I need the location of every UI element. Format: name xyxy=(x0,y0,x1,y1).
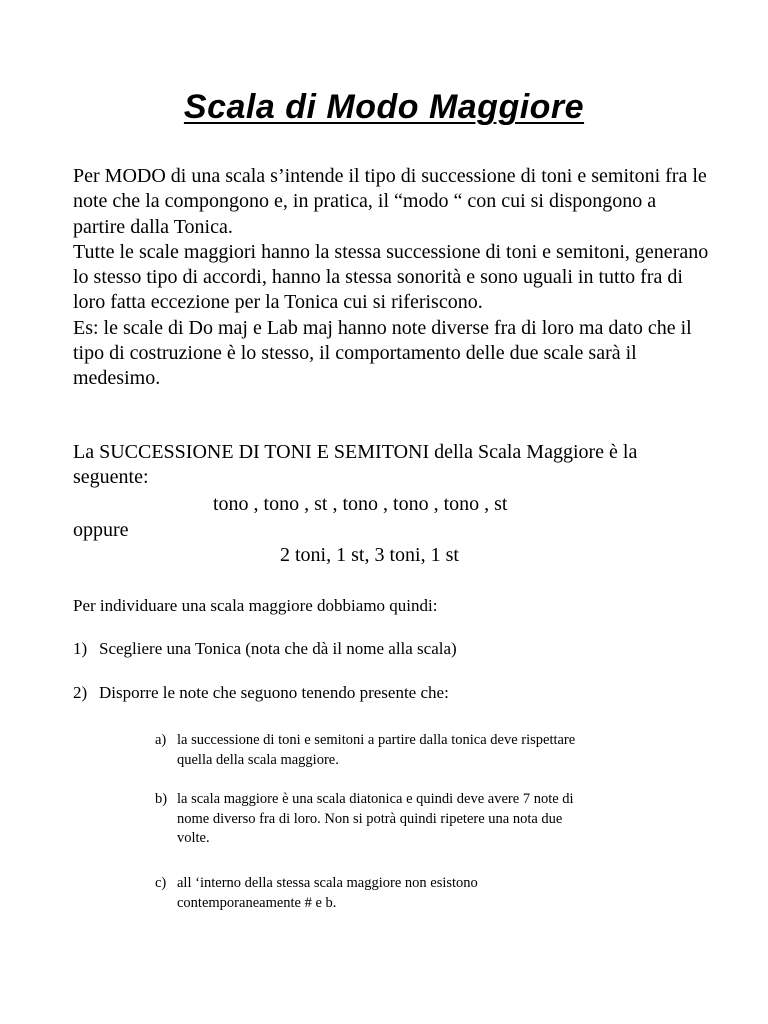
intro-paragraph-1: Per MODO di una scala s’intende il tipo di successione di toni e semitoni fra le note che la compongono e, in pratica, il “modo “ con cui si dispongono a partire dalla Tonica. xyxy=(73,165,707,238)
sub-item-text: la successione di toni e semitoni a partire dalla tonica deve rispettare quella della scala maggiore. xyxy=(177,732,576,768)
succession-pattern-verbose: tono , tono , st , tono , tono , tono , st xyxy=(213,493,508,515)
step-text: Disporre le note che seguono tenendo presente che: xyxy=(99,683,449,702)
succession-section xyxy=(73,440,713,491)
page-title: Scala di Modo Maggiore xyxy=(183,88,585,126)
intro-paragraph-2: Tutte le scale maggiori hanno la stessa successione di toni e semitoni, generano lo stesso tipo di accordi, hanno la stessa sonorità e sono uguali in tutto fra di loro fatta eccezione per la Tonica cui si riferiscono. xyxy=(73,240,709,314)
sub-item-text: la scala maggiore è una scala diatonica e quindi deve avere 7 note di nome diverso fra di loro. Non si potrà quindi ripetere una nota due volte. xyxy=(177,791,574,846)
intro-paragraph-3: Es: le scale di Do maj e Lab maj hanno note diverse fra di loro ma dato che il tipo di costruzione è lo stesso, il comportamento delle due scale sarà il medesimo. xyxy=(73,316,692,390)
step-text: Scegliere una Tonica (nota che dà il nome alla scala) xyxy=(99,639,457,658)
oppure-label: oppure xyxy=(73,519,129,541)
intro-section xyxy=(73,164,713,392)
sub-item-label: b) xyxy=(155,791,168,807)
sub-item-text: all ‘interno della stessa scala maggiore non esistono contemporaneamente # e b. xyxy=(177,875,478,911)
succession-heading: La SUCCESSIONE DI TONI E SEMITONI della Scala Maggiore è la seguente: xyxy=(73,441,638,489)
step-number: 1) xyxy=(73,639,88,658)
sub-item-label: a) xyxy=(155,732,167,748)
sub-item-c xyxy=(155,874,595,913)
sub-item-label: c) xyxy=(155,875,167,891)
step-item-1 xyxy=(73,638,457,660)
succession-pattern-compact: 2 toni, 1 st, 3 toni, 1 st xyxy=(280,544,459,566)
steps-intro: Per individuare una scala maggiore dobbiamo quindi: xyxy=(73,596,438,615)
step-item-2 xyxy=(73,682,449,704)
sub-item-a xyxy=(155,731,595,770)
step-number: 2) xyxy=(73,683,88,702)
sub-item-b xyxy=(155,790,595,849)
